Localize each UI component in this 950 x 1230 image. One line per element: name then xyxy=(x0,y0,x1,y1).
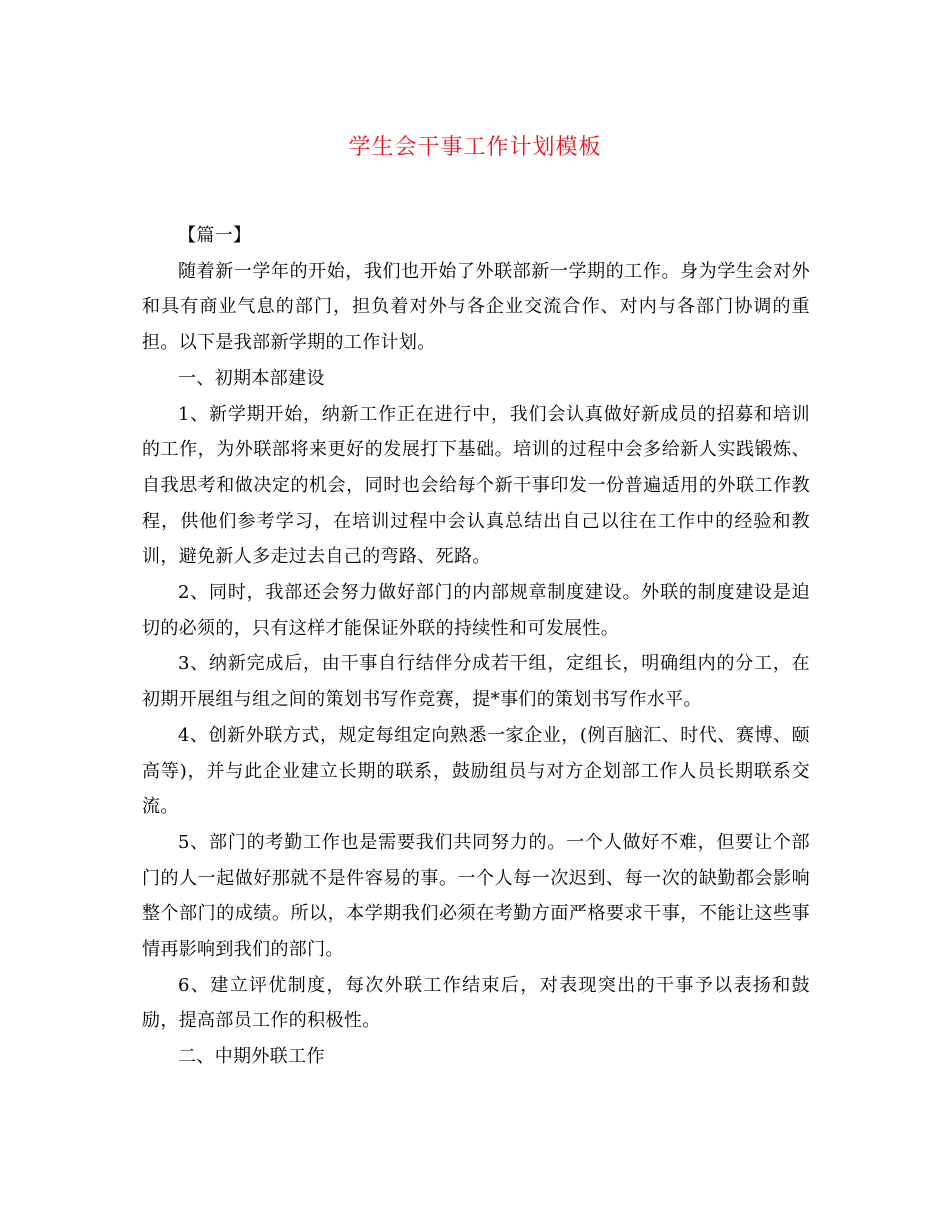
document-body xyxy=(142,218,810,1075)
item-5-paragraph: 5、部门的考勤工作也是需要我们共同努力的。一个人做好不难，但要让个部门的人一起做好那就不是件容易的事。一个人每一次迟到、每一次的缺勤都会影响整个部门的成绩。所以，本学期我们必须在考勤方面严格要求干事，不能让这些事情再影响到我们的部门。 xyxy=(142,831,810,961)
item-2-paragraph: 2、同时，我部还会努力做好部门的内部规章制度建设。外联的制度建设是迫切的必须的，只有这样才能保证外联的持续性和可发展性。 xyxy=(142,582,810,639)
section-marker-part-one: 【篇一】 xyxy=(178,225,252,246)
item-3-paragraph: 3、纳新完成后，由干事自行结伴分成若干组，定组长，明确组内的分工，在初期开展组与组之间的策划书写作竞赛，提*事们的策划书写作水平。 xyxy=(142,653,810,711)
heading-mid-term-work: 二、中期外联工作 xyxy=(178,1046,325,1068)
item-1-paragraph: 1、新学期开始，纳新工作正在进行中，我们会认真做好新成员的招募和培训的工作，为外联部将来更好的发展打下基础。培训的过程中会多给新人实践锻炼、自我思考和做决定的机会，同时也会给每个新干事印发一份普遍适用的外联工作教程，供他们参考学习，在培训过程中会认真总结出自己以往在工作中的经验和教训，避免新人多走过去自己的弯路、死路。 xyxy=(142,403,810,568)
intro-paragraph: 随着新一学年的开始，我们也开始了外联部新一学期的工作。身为学生会对外和具有商业气息的部门，担负着对外与各企业交流合作、对内与各部门协调的重担。以下是我部新学期的工作计划。 xyxy=(142,260,810,354)
heading-initial-construction: 一、初期本部建设 xyxy=(178,367,325,389)
item-6-paragraph: 6、建立评优制度，每次外联工作结束后，对表现突出的干事予以表扬和鼓励，提高部员工作的积极性。 xyxy=(142,974,810,1032)
item-4-paragraph: 4、创新外联方式，规定每组定向熟悉一家企业，(例百脑汇、时代、赛博、颐高等)，并与此企业建立长期的联系，鼓励组员与对方企划部工作人员长期联系交流。 xyxy=(142,724,810,818)
document-title: 学生会干事工作计划模板 xyxy=(348,135,602,160)
